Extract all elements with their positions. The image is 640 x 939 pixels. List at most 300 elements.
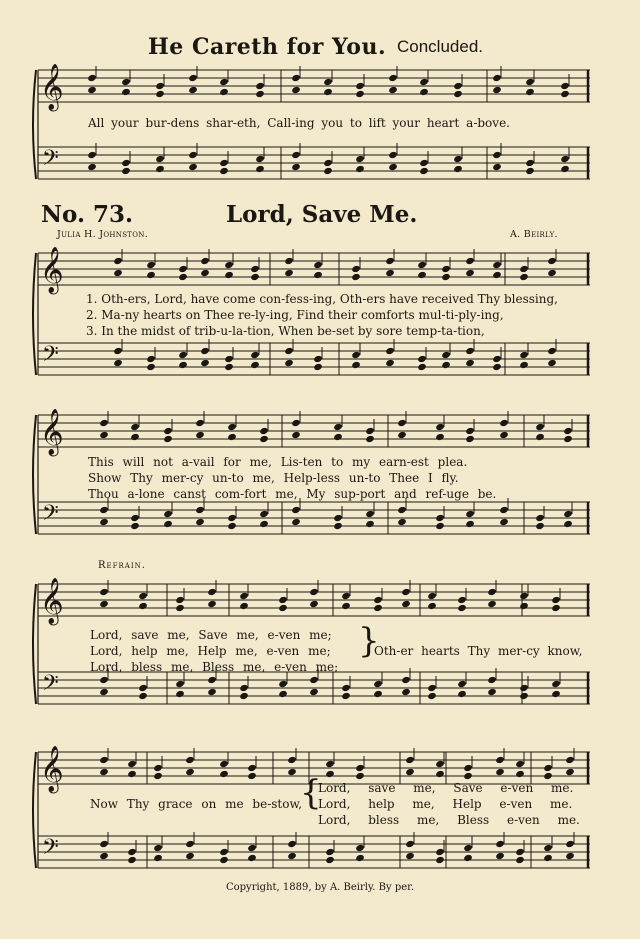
notehead: [309, 676, 319, 684]
notehead: [373, 680, 383, 688]
notehead: [323, 159, 333, 167]
notehead: [351, 265, 361, 273]
notehead: [291, 506, 301, 514]
notehead: [351, 351, 361, 359]
notehead: [465, 347, 475, 355]
notehead: [121, 88, 131, 96]
notehead: [255, 90, 265, 98]
notehead: [278, 604, 288, 612]
notehead: [284, 269, 294, 277]
notehead: [457, 596, 467, 604]
notehead: [435, 423, 445, 431]
notehead: [365, 435, 375, 443]
notehead: [255, 165, 265, 173]
notehead: [515, 760, 525, 768]
notehead: [138, 592, 148, 600]
notehead: [113, 257, 123, 265]
notehead: [551, 604, 561, 612]
notehead: [499, 506, 509, 514]
notehead: [495, 756, 505, 764]
notehead: [427, 692, 437, 700]
notehead: [291, 163, 301, 171]
notehead: [219, 856, 229, 864]
notehead: [405, 840, 415, 848]
refrain-line-1: Lord, save me, Save me, e-ven me;: [90, 628, 332, 642]
notehead: [385, 269, 395, 277]
notehead: [287, 852, 297, 860]
notehead: [224, 355, 234, 363]
notehead: [325, 848, 335, 856]
notehead: [287, 768, 297, 776]
notehead: [492, 151, 502, 159]
notehead: [385, 257, 395, 265]
notehead: [463, 844, 473, 852]
notehead: [287, 756, 297, 764]
refrain-line-3: Lord, bless me, Bless me, e-ven me;: [90, 660, 339, 674]
notehead: [247, 854, 257, 862]
notehead: [365, 510, 375, 518]
notehead: [255, 155, 265, 163]
notehead: [465, 269, 475, 277]
notehead: [495, 768, 505, 776]
treble-clef: 𝄞: [40, 64, 64, 110]
notehead: [153, 772, 163, 780]
notehead: [259, 435, 269, 443]
notehead: [219, 760, 229, 768]
notehead: [284, 347, 294, 355]
notehead: [563, 510, 573, 518]
brace-mark: {: [300, 773, 322, 813]
notehead: [457, 604, 467, 612]
notehead: [259, 510, 269, 518]
notehead: [175, 596, 185, 604]
notehead: [130, 423, 140, 431]
notehead: [551, 690, 561, 698]
bass-clef: 𝄢: [42, 501, 59, 531]
notehead: [560, 165, 570, 173]
notehead: [388, 163, 398, 171]
notehead: [465, 520, 475, 528]
verse-1-line: This will not a-vail for me, Lis-ten to my earn-est plea.: [88, 455, 468, 469]
notehead: [355, 90, 365, 98]
verse-1-line: 1. Oth-ers, Lord, have come con-fess-ing, Oth-ers have received Thy blessing,: [86, 292, 558, 306]
notehead: [309, 688, 319, 696]
notehead: [278, 690, 288, 698]
notehead: [435, 848, 445, 856]
notehead: [284, 257, 294, 265]
notehead: [487, 588, 497, 596]
notehead: [195, 518, 205, 526]
notehead: [487, 600, 497, 608]
notehead: [224, 271, 234, 279]
notehead: [333, 514, 343, 522]
notehead: [525, 78, 535, 86]
notehead: [255, 82, 265, 90]
refrain-left-line: Now Thy grace on me be-stow,: [90, 797, 303, 811]
system-brace: [33, 415, 36, 534]
notehead: [519, 351, 529, 359]
notehead: [99, 688, 109, 696]
notehead: [155, 155, 165, 163]
notehead: [401, 676, 411, 684]
notehead: [224, 261, 234, 269]
notehead: [515, 848, 525, 856]
notehead: [560, 155, 570, 163]
notehead: [323, 78, 333, 86]
notehead: [535, 423, 545, 431]
notehead: [341, 692, 351, 700]
notehead: [397, 419, 407, 427]
notehead: [323, 88, 333, 96]
notehead: [499, 518, 509, 526]
system-brace: [33, 752, 36, 868]
notehead: [287, 840, 297, 848]
system-brace: [33, 70, 36, 179]
notehead: [99, 768, 109, 776]
notehead: [492, 74, 502, 82]
lyric-line: All your bur-dens shar-eth, Call-ing you to lift your heart a-bove.: [88, 116, 510, 130]
notehead: [535, 433, 545, 441]
notehead: [155, 82, 165, 90]
notehead: [355, 764, 365, 772]
notehead: [130, 522, 140, 530]
notehead: [291, 518, 301, 526]
notehead: [127, 760, 137, 768]
notehead: [278, 596, 288, 604]
notehead: [435, 856, 445, 864]
notehead: [551, 680, 561, 688]
notehead: [543, 854, 553, 862]
notehead: [333, 433, 343, 441]
notehead: [515, 770, 525, 778]
notehead: [543, 772, 553, 780]
treble-clef: 𝄞: [40, 409, 64, 455]
notehead: [495, 840, 505, 848]
notehead: [113, 269, 123, 277]
notehead: [175, 604, 185, 612]
notehead: [127, 770, 137, 778]
notehead: [341, 602, 351, 610]
refrain-right-line: Oth-er hearts Thy mer-cy know,: [374, 644, 583, 658]
hymn-title: Lord, Save Me.: [226, 201, 418, 228]
treble-clef: 𝄞: [40, 746, 64, 792]
notehead: [441, 361, 451, 369]
notehead: [457, 680, 467, 688]
notehead: [155, 165, 165, 173]
notehead: [175, 680, 185, 688]
notehead: [99, 431, 109, 439]
notehead: [355, 772, 365, 780]
system-brace: [33, 253, 36, 375]
system-brace: [33, 584, 36, 704]
notehead: [492, 261, 502, 269]
notehead: [121, 167, 131, 175]
notehead: [388, 74, 398, 82]
notehead: [87, 151, 97, 159]
notehead: [417, 363, 427, 371]
notehead: [565, 840, 575, 848]
notehead: [351, 273, 361, 281]
notehead: [291, 74, 301, 82]
notehead: [188, 74, 198, 82]
notehead: [519, 265, 529, 273]
notehead: [130, 433, 140, 441]
notehead: [178, 361, 188, 369]
notehead: [373, 596, 383, 604]
notehead: [309, 600, 319, 608]
notehead: [525, 88, 535, 96]
notehead: [355, 165, 365, 173]
section-title: He Careth for You.: [148, 34, 387, 60]
notehead: [250, 265, 260, 273]
verse-2-line: Show Thy mer-cy un-to me, Help-less un-to Thee I fly.: [88, 471, 459, 485]
notehead: [365, 520, 375, 528]
notehead: [373, 604, 383, 612]
notehead: [227, 433, 237, 441]
notehead: [291, 86, 301, 94]
notehead: [99, 676, 109, 684]
notehead: [99, 756, 109, 764]
notehead: [99, 419, 109, 427]
notehead: [207, 588, 217, 596]
notehead: [492, 271, 502, 279]
notehead: [397, 506, 407, 514]
notehead: [207, 600, 217, 608]
notehead: [185, 768, 195, 776]
notehead: [99, 600, 109, 608]
notehead: [492, 363, 502, 371]
notehead: [247, 764, 257, 772]
notehead: [259, 520, 269, 528]
notehead: [547, 257, 557, 265]
notehead: [87, 74, 97, 82]
notehead: [385, 359, 395, 367]
notehead: [291, 431, 301, 439]
notehead: [87, 86, 97, 94]
notehead: [495, 852, 505, 860]
notehead: [388, 86, 398, 94]
notehead: [185, 852, 195, 860]
notehead: [417, 355, 427, 363]
notehead: [397, 431, 407, 439]
notehead: [525, 167, 535, 175]
notehead: [499, 419, 509, 427]
notehead: [405, 852, 415, 860]
notehead: [313, 355, 323, 363]
notehead: [465, 510, 475, 518]
composer-credit: A. Beirly.: [510, 229, 558, 240]
notehead: [325, 760, 335, 768]
notehead: [355, 155, 365, 163]
notehead: [130, 514, 140, 522]
notehead: [355, 82, 365, 90]
notehead: [200, 257, 210, 265]
notehead: [138, 684, 148, 692]
verse-2-line: 2. Ma-ny hearts on Thee re-ly-ing, Find their comforts mul-ti-ply-ing,: [86, 308, 504, 322]
notehead: [323, 167, 333, 175]
notehead: [525, 159, 535, 167]
notehead: [227, 423, 237, 431]
notehead: [333, 423, 343, 431]
notehead: [219, 167, 229, 175]
notehead: [401, 588, 411, 596]
notehead: [227, 514, 237, 522]
notehead: [153, 764, 163, 772]
notehead: [435, 770, 445, 778]
notehead: [250, 273, 260, 281]
notehead: [121, 159, 131, 167]
notehead: [195, 419, 205, 427]
notehead: [351, 361, 361, 369]
notehead: [224, 363, 234, 371]
notehead: [291, 151, 301, 159]
verse-3-line: Thou a-lone canst com-fort me, My sup-port and ref-uge be.: [88, 487, 497, 501]
notehead: [239, 602, 249, 610]
notehead: [492, 355, 502, 363]
notehead: [195, 431, 205, 439]
notehead: [250, 351, 260, 359]
notehead: [551, 596, 561, 604]
notehead: [163, 435, 173, 443]
notehead: [247, 844, 257, 852]
notehead: [127, 848, 137, 856]
notehead: [195, 506, 205, 514]
notehead: [373, 690, 383, 698]
notehead: [239, 684, 249, 692]
notehead: [146, 363, 156, 371]
notehead: [99, 840, 109, 848]
notehead: [435, 433, 445, 441]
bass-clef: 𝄢: [42, 342, 59, 372]
notehead: [427, 592, 437, 600]
notehead: [435, 514, 445, 522]
brace-mark: }: [358, 621, 380, 661]
notehead: [563, 427, 573, 435]
verse-3-line: 3. In the midst of trib-u-la-tion, When be-set by sore temp-ta-tion,: [86, 324, 485, 338]
notehead: [291, 419, 301, 427]
notehead: [188, 86, 198, 94]
notehead: [138, 602, 148, 610]
notehead: [163, 427, 173, 435]
notehead: [560, 90, 570, 98]
notehead: [278, 680, 288, 688]
notehead: [146, 355, 156, 363]
notehead: [153, 844, 163, 852]
notehead: [405, 756, 415, 764]
notehead: [419, 167, 429, 175]
notehead: [535, 522, 545, 530]
notehead: [355, 844, 365, 852]
notehead: [519, 602, 529, 610]
notehead: [519, 592, 529, 600]
notehead: [441, 351, 451, 359]
notehead: [547, 269, 557, 277]
notehead: [341, 684, 351, 692]
notehead: [188, 163, 198, 171]
notehead: [565, 768, 575, 776]
notehead: [313, 271, 323, 279]
notehead: [219, 848, 229, 856]
notehead: [427, 602, 437, 610]
bass-clef: 𝄢: [42, 671, 59, 701]
notehead: [313, 363, 323, 371]
notehead: [146, 261, 156, 269]
notehead: [178, 273, 188, 281]
treble-clef: 𝄞: [40, 578, 64, 624]
notehead: [519, 684, 529, 692]
notehead: [417, 271, 427, 279]
refrain-end-line-2: Lord, help me, Help e-ven me.: [318, 797, 573, 811]
notehead: [463, 772, 473, 780]
notehead: [463, 764, 473, 772]
notehead: [463, 854, 473, 862]
notehead: [565, 852, 575, 860]
notehead: [99, 518, 109, 526]
notehead: [207, 676, 217, 684]
notehead: [219, 770, 229, 778]
notehead: [200, 269, 210, 277]
notehead: [453, 155, 463, 163]
notehead: [341, 592, 351, 600]
notehead: [219, 159, 229, 167]
notehead: [138, 692, 148, 700]
notehead: [313, 261, 323, 269]
notehead: [185, 756, 195, 764]
notehead: [121, 78, 131, 86]
notehead: [435, 760, 445, 768]
notehead: [519, 692, 529, 700]
notehead: [178, 265, 188, 273]
notehead: [417, 261, 427, 269]
notehead: [146, 271, 156, 279]
notehead: [188, 151, 198, 159]
notehead: [247, 772, 257, 780]
notehead: [239, 692, 249, 700]
notehead: [565, 756, 575, 764]
notehead: [200, 347, 210, 355]
notehead: [99, 506, 109, 514]
treble-clef: 𝄞: [40, 247, 64, 293]
notehead: [563, 435, 573, 443]
section-subtitle: Concluded.: [397, 37, 484, 56]
notehead: [547, 359, 557, 367]
notehead: [207, 688, 217, 696]
notehead: [563, 520, 573, 528]
notehead: [113, 347, 123, 355]
notehead: [333, 522, 343, 530]
copyright-notice: Copyright, 1889, by A. Beirly. By per.: [225, 882, 414, 893]
refrain-end-line-3: Lord, bless me, Bless e-ven me.: [318, 813, 580, 827]
refrain-label: Refrain.: [98, 560, 146, 571]
notehead: [385, 347, 395, 355]
notehead: [419, 88, 429, 96]
notehead: [492, 86, 502, 94]
notehead: [397, 518, 407, 526]
author-credit: Julia H. Johnston.: [57, 229, 149, 240]
bass-clef: 𝄢: [42, 146, 59, 176]
notehead: [547, 347, 557, 355]
notehead: [441, 265, 451, 273]
notehead: [465, 359, 475, 367]
notehead: [99, 852, 109, 860]
notehead: [200, 359, 210, 367]
notehead: [465, 427, 475, 435]
notehead: [457, 690, 467, 698]
notehead: [419, 78, 429, 86]
notehead: [401, 688, 411, 696]
notehead: [250, 361, 260, 369]
notehead: [535, 514, 545, 522]
